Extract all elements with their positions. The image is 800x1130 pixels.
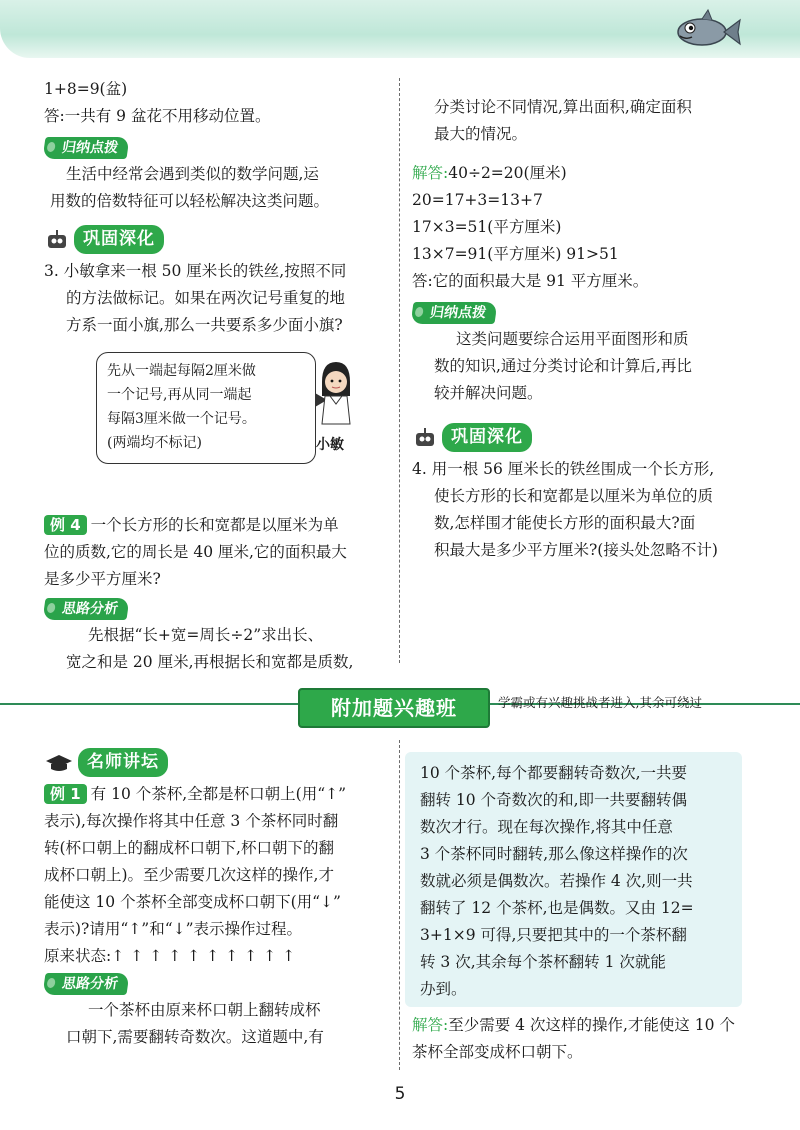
answer-text: 答:它的面积最大是 91 平方厘米。 (412, 272, 649, 290)
summary-text: 较并解决问题。 (434, 384, 543, 402)
left-top-column (44, 76, 389, 339)
analysis-text: 3 个茶杯同时翻转,那么像这样操作的次 (420, 845, 688, 863)
analysis-text: 口朝下,需要翻转奇数次。这道题中,有 (66, 1028, 324, 1046)
example-text: 位的质数,它的周长是 40 厘米,它的面积最大 (44, 543, 347, 561)
speech-bubble (96, 352, 316, 464)
answer-label: 解答: (412, 164, 449, 182)
question-text: 数,怎样围才能使长方形的面积最大?面 (434, 514, 696, 532)
analysis-text: 一个茶杯由原来杯口朝上翻转成杯 (88, 1001, 321, 1019)
question-text: 3. 小敏拿来一根 50 厘米长的铁丝,按照不同 (44, 262, 347, 280)
right-bottom-answer (412, 1012, 762, 1066)
example4 (44, 512, 389, 676)
analysis-text: 数就必须是偶数次。若操作 4 次,则一共 (420, 872, 693, 890)
right-top-column (412, 94, 762, 564)
section-label: 名师讲坛 (78, 748, 168, 777)
section-header (44, 748, 389, 777)
answer-text: 17×3=51(平方厘米) (412, 218, 562, 236)
tag-analysis: 思路分析 (42, 598, 129, 620)
question-text: 积最大是多少平方厘米?(接头处忽略不计) (434, 541, 718, 559)
analysis-text: 分类讨论不同情况,算出面积,确定面积 (434, 98, 692, 116)
section-header (44, 225, 389, 254)
analysis-text: 数次才行。现在每次操作,将其中任意 (420, 818, 673, 836)
example-tag: 例 1 (44, 784, 87, 804)
example-text: 转(杯口朝上的翻成杯口朝下,杯口朝下的翻 (44, 839, 334, 857)
fish-icon (672, 8, 742, 52)
analysis-text: 10 个茶杯,每个都要翻转奇数次,一共要 (420, 764, 688, 782)
original-state-arrows: ↑↑↑↑↑↑↑↑↑↑ (111, 947, 302, 965)
summary-text: 数的知识,通过分类讨论和计算后,再比 (434, 357, 692, 375)
original-state-label: 原来状态: (44, 947, 112, 965)
analysis-text: 翻转了 12 个茶杯,也是偶数。又由 12= (420, 899, 694, 917)
example-text: 有 10 个茶杯,全都是杯口朝上(用“↑” (90, 785, 347, 803)
girl-illustration (316, 360, 356, 426)
summary-text: 用数的倍数特征可以轻松解决这类问题。 (50, 192, 330, 210)
example-text: 成杯口朝上)。至少需要几次这样的操作,才 (44, 866, 334, 884)
answer-text: 20=17+3=13+7 (412, 191, 543, 209)
bubble-text: 先从一端起每隔2厘米做 (107, 363, 256, 379)
girl-name: 小敏 (316, 437, 344, 453)
bubble-text: 每隔3厘米做一个记号。 (107, 411, 256, 427)
analysis-text: 先根据“长+宽=周长÷2”求出长、 (88, 626, 324, 644)
analysis-text: 办到。 (420, 980, 467, 998)
section-label: 巩固深化 (74, 225, 164, 254)
example-text: 表示),每次操作将其中任意 3 个茶杯同时翻 (44, 812, 339, 830)
question-text: 4. 用一根 56 厘米长的铁丝围成一个长方形, (412, 460, 715, 478)
page-number: 5 (394, 1084, 406, 1104)
banner-note: 学霸或有兴趣挑战者进入,其余可绕过 (498, 695, 702, 710)
bubble-text: 一个记号,再从同一端起 (107, 387, 252, 403)
robot-icon (412, 427, 438, 449)
tag-summary: 归纳点拨 (410, 302, 497, 324)
answer-text: 至少需要 4 次这样的操作,才能使这 10 个 (448, 1016, 735, 1034)
robot-icon (44, 229, 70, 251)
section-header (412, 423, 762, 452)
analysis-text: 翻转 10 个奇数次的和,即一共要翻转偶 (420, 791, 688, 809)
question-text: 使长方形的长和宽都是以厘米为单位的质 (434, 487, 714, 505)
example-text: 表示)?请用“↑”和“↓”表示操作过程。 (44, 920, 303, 938)
mortarboard-icon (44, 753, 74, 773)
analysis-text: 宽之和是 20 厘米,再根据长和宽都是质数, (66, 653, 354, 671)
answer-line: 答:一共有 9 盆花不用移动位置。 (44, 107, 271, 125)
analysis-text: 转 3 次,其余每个茶杯翻转 1 次就能 (420, 953, 666, 971)
left-bottom-column (44, 748, 389, 1051)
bonus-banner: 附加题兴趣班 (298, 688, 490, 728)
tag-analysis: 思路分析 (42, 973, 129, 995)
summary-text: 生活中经常会遇到类似的数学问题,运 (66, 165, 319, 183)
answer-label: 解答: (412, 1016, 449, 1034)
column-divider (399, 740, 401, 1070)
answer-text: 40÷2=20(厘米) (448, 164, 567, 182)
answer-text: 茶杯全部变成杯口朝下。 (412, 1043, 583, 1061)
example-text: 是多少平方厘米? (44, 570, 161, 588)
right-bottom-column (420, 760, 750, 1003)
section-label: 巩固深化 (442, 423, 532, 452)
tag-summary: 归纳点拨 (42, 137, 129, 159)
summary-text: 这类问题要综合运用平面图形和质 (456, 330, 689, 348)
example-text: 一个长方形的长和宽都是以厘米为单 (90, 516, 339, 534)
calc-line: 1+8=9(盆) (44, 80, 128, 98)
example-text: 能使这 10 个茶杯全部变成杯口朝下(用“↓” (44, 893, 341, 911)
bubble-text: (两端均不标记) (107, 435, 202, 451)
analysis-text: 最大的情况。 (434, 125, 528, 143)
question-text: 方系一面小旗,那么一共要系多少面小旗? (66, 316, 343, 334)
answer-text: 13×7=91(平方厘米) 91>51 (412, 245, 619, 263)
column-divider (399, 78, 401, 663)
analysis-text: 3+1×9 可得,只要把其中的一个茶杯翻 (420, 926, 687, 944)
question-text: 的方法做标记。如果在两次记号重复的地 (66, 289, 346, 307)
example-tag: 例 4 (44, 515, 87, 535)
